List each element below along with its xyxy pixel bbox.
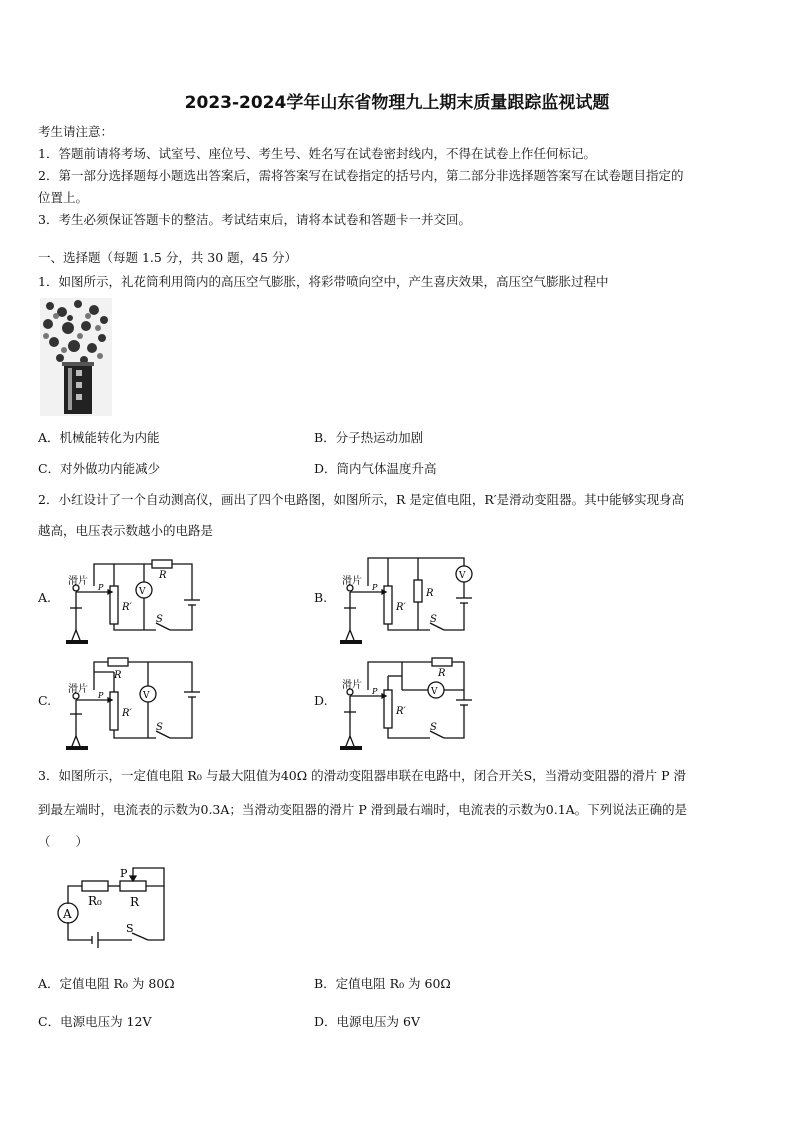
q3-p-label: P [120, 867, 128, 880]
q1-stem: 1．如图所示，礼花筒利用筒内的高压空气膨胀，将彩带喷向空中，产生喜庆效果，高压空气膨胀过程中 [38, 274, 609, 289]
q3-stem-line2: 到最左端时，电流表的示数为0.3A；当滑动变阻器的滑片 P 滑到最右端时，电流表的示数为0.1A。下列说法正确的是 [38, 802, 688, 817]
q3-circuit [50, 862, 174, 952]
circuit-a-switch-label: S [156, 614, 163, 625]
q2-circuit-d [334, 652, 484, 756]
q1-option-d: D．筒内气体温度升高 [314, 461, 437, 476]
q2-circuit-a [60, 548, 210, 652]
circuit-c-p-label: P [98, 691, 104, 700]
q1-option-c: C．对外做功内能减少 [38, 461, 161, 476]
q1-option-b: B．分子热运动加剧 [314, 430, 424, 445]
circuit-d-rprime-label: R′ [396, 706, 406, 717]
q2-circuit-b [334, 548, 484, 652]
circuit-a-p-label: P [98, 583, 104, 592]
circuit-c-switch-label: S [156, 722, 163, 733]
q3-ammeter-label: A [63, 907, 72, 921]
notice-item-3: 3．考生必须保证答题卡的整洁。考试结束后，请将本试卷和答题卡一并交回。 [38, 212, 471, 227]
q2-circuit-c [60, 652, 210, 756]
q3-stem-line3: （ ） [38, 834, 89, 849]
circuit-a-rprime-label: R′ [122, 602, 132, 613]
circuit-d-slider-label: 滑片 [342, 680, 362, 691]
circuit-b-voltmeter-label: V [459, 571, 466, 581]
notice-heading: 考生请注意： [38, 124, 114, 139]
notice-item-2: 2．第一部分选择题每小题选出答案后，需将答案写在试卷指定的括号内，第二部分非选择题答案写在试卷题目指定的 [38, 168, 684, 183]
q3-r-label: R [130, 895, 140, 909]
page-title: 2023-2024学年山东省物理九上期末质量跟踪监视试题 [184, 93, 610, 113]
q3-option-b: B．定值电阻 R₀ 为 60Ω [314, 976, 451, 991]
q2-stem-line1: 2．小红设计了一个自动测高仪，画出了四个电路图，如图所示，R 是定值电阻，R′是滑动变阻器。其中能够实现身高 [38, 492, 685, 507]
section-heading: 一、选择题（每题 1.5 分，共 30 题，45 分） [38, 250, 298, 265]
circuit-b-switch-label: S [430, 614, 437, 625]
q1-party-popper-image [40, 298, 112, 416]
notice-item-2-cont: 位置上。 [38, 190, 89, 205]
q3-option-c: C．电源电压为 12V [38, 1014, 152, 1029]
circuit-a-r-label: R [159, 570, 167, 581]
q3-stem-line1: 3．如图所示，一定值电阻 R₀ 与最大阻值为40Ω 的滑动变阻器串联在电路中，闭合开关S，当滑动变阻器的滑片 P 滑 [38, 768, 686, 783]
circuit-c-voltmeter-label: V [143, 691, 150, 701]
notice-item-1: 1．答题前请将考场、试室号、座位号、考生号、姓名写在试卷密封线内，不得在试卷上作任何标记。 [38, 146, 596, 161]
q2-label-a: A. [38, 590, 52, 605]
circuit-d-r-label: R [438, 668, 446, 679]
circuit-c-slider-label: 滑片 [68, 684, 88, 695]
circuit-d-switch-label: S [430, 722, 437, 733]
circuit-c-r-label: R [114, 670, 122, 681]
q2-label-b: B. [314, 590, 328, 605]
circuit-b-rprime-label: R′ [396, 602, 406, 613]
q1-option-a: A．机械能转化为内能 [38, 430, 160, 445]
circuit-b-slider-label: 滑片 [342, 576, 362, 587]
q2-label-c: C. [38, 693, 52, 708]
circuit-d-voltmeter-label: V [431, 687, 438, 697]
circuit-b-p-label: P [372, 583, 378, 592]
circuit-b-r-label: R [426, 588, 434, 599]
circuit-c-rprime-label: R′ [122, 708, 132, 719]
q2-label-d: D. [314, 693, 328, 708]
q2-stem-line2: 越高，电压表示数越小的电路是 [38, 523, 214, 538]
circuit-a-voltmeter-label: V [139, 587, 146, 597]
q3-switch-label: S [126, 922, 134, 935]
q3-option-a: A．定值电阻 R₀ 为 80Ω [38, 976, 175, 991]
circuit-a-slider-label: 滑片 [68, 576, 88, 587]
q3-option-d: D．电源电压为 6V [314, 1014, 420, 1029]
q3-r0-label: R₀ [88, 894, 102, 908]
circuit-d-p-label: P [372, 687, 378, 696]
